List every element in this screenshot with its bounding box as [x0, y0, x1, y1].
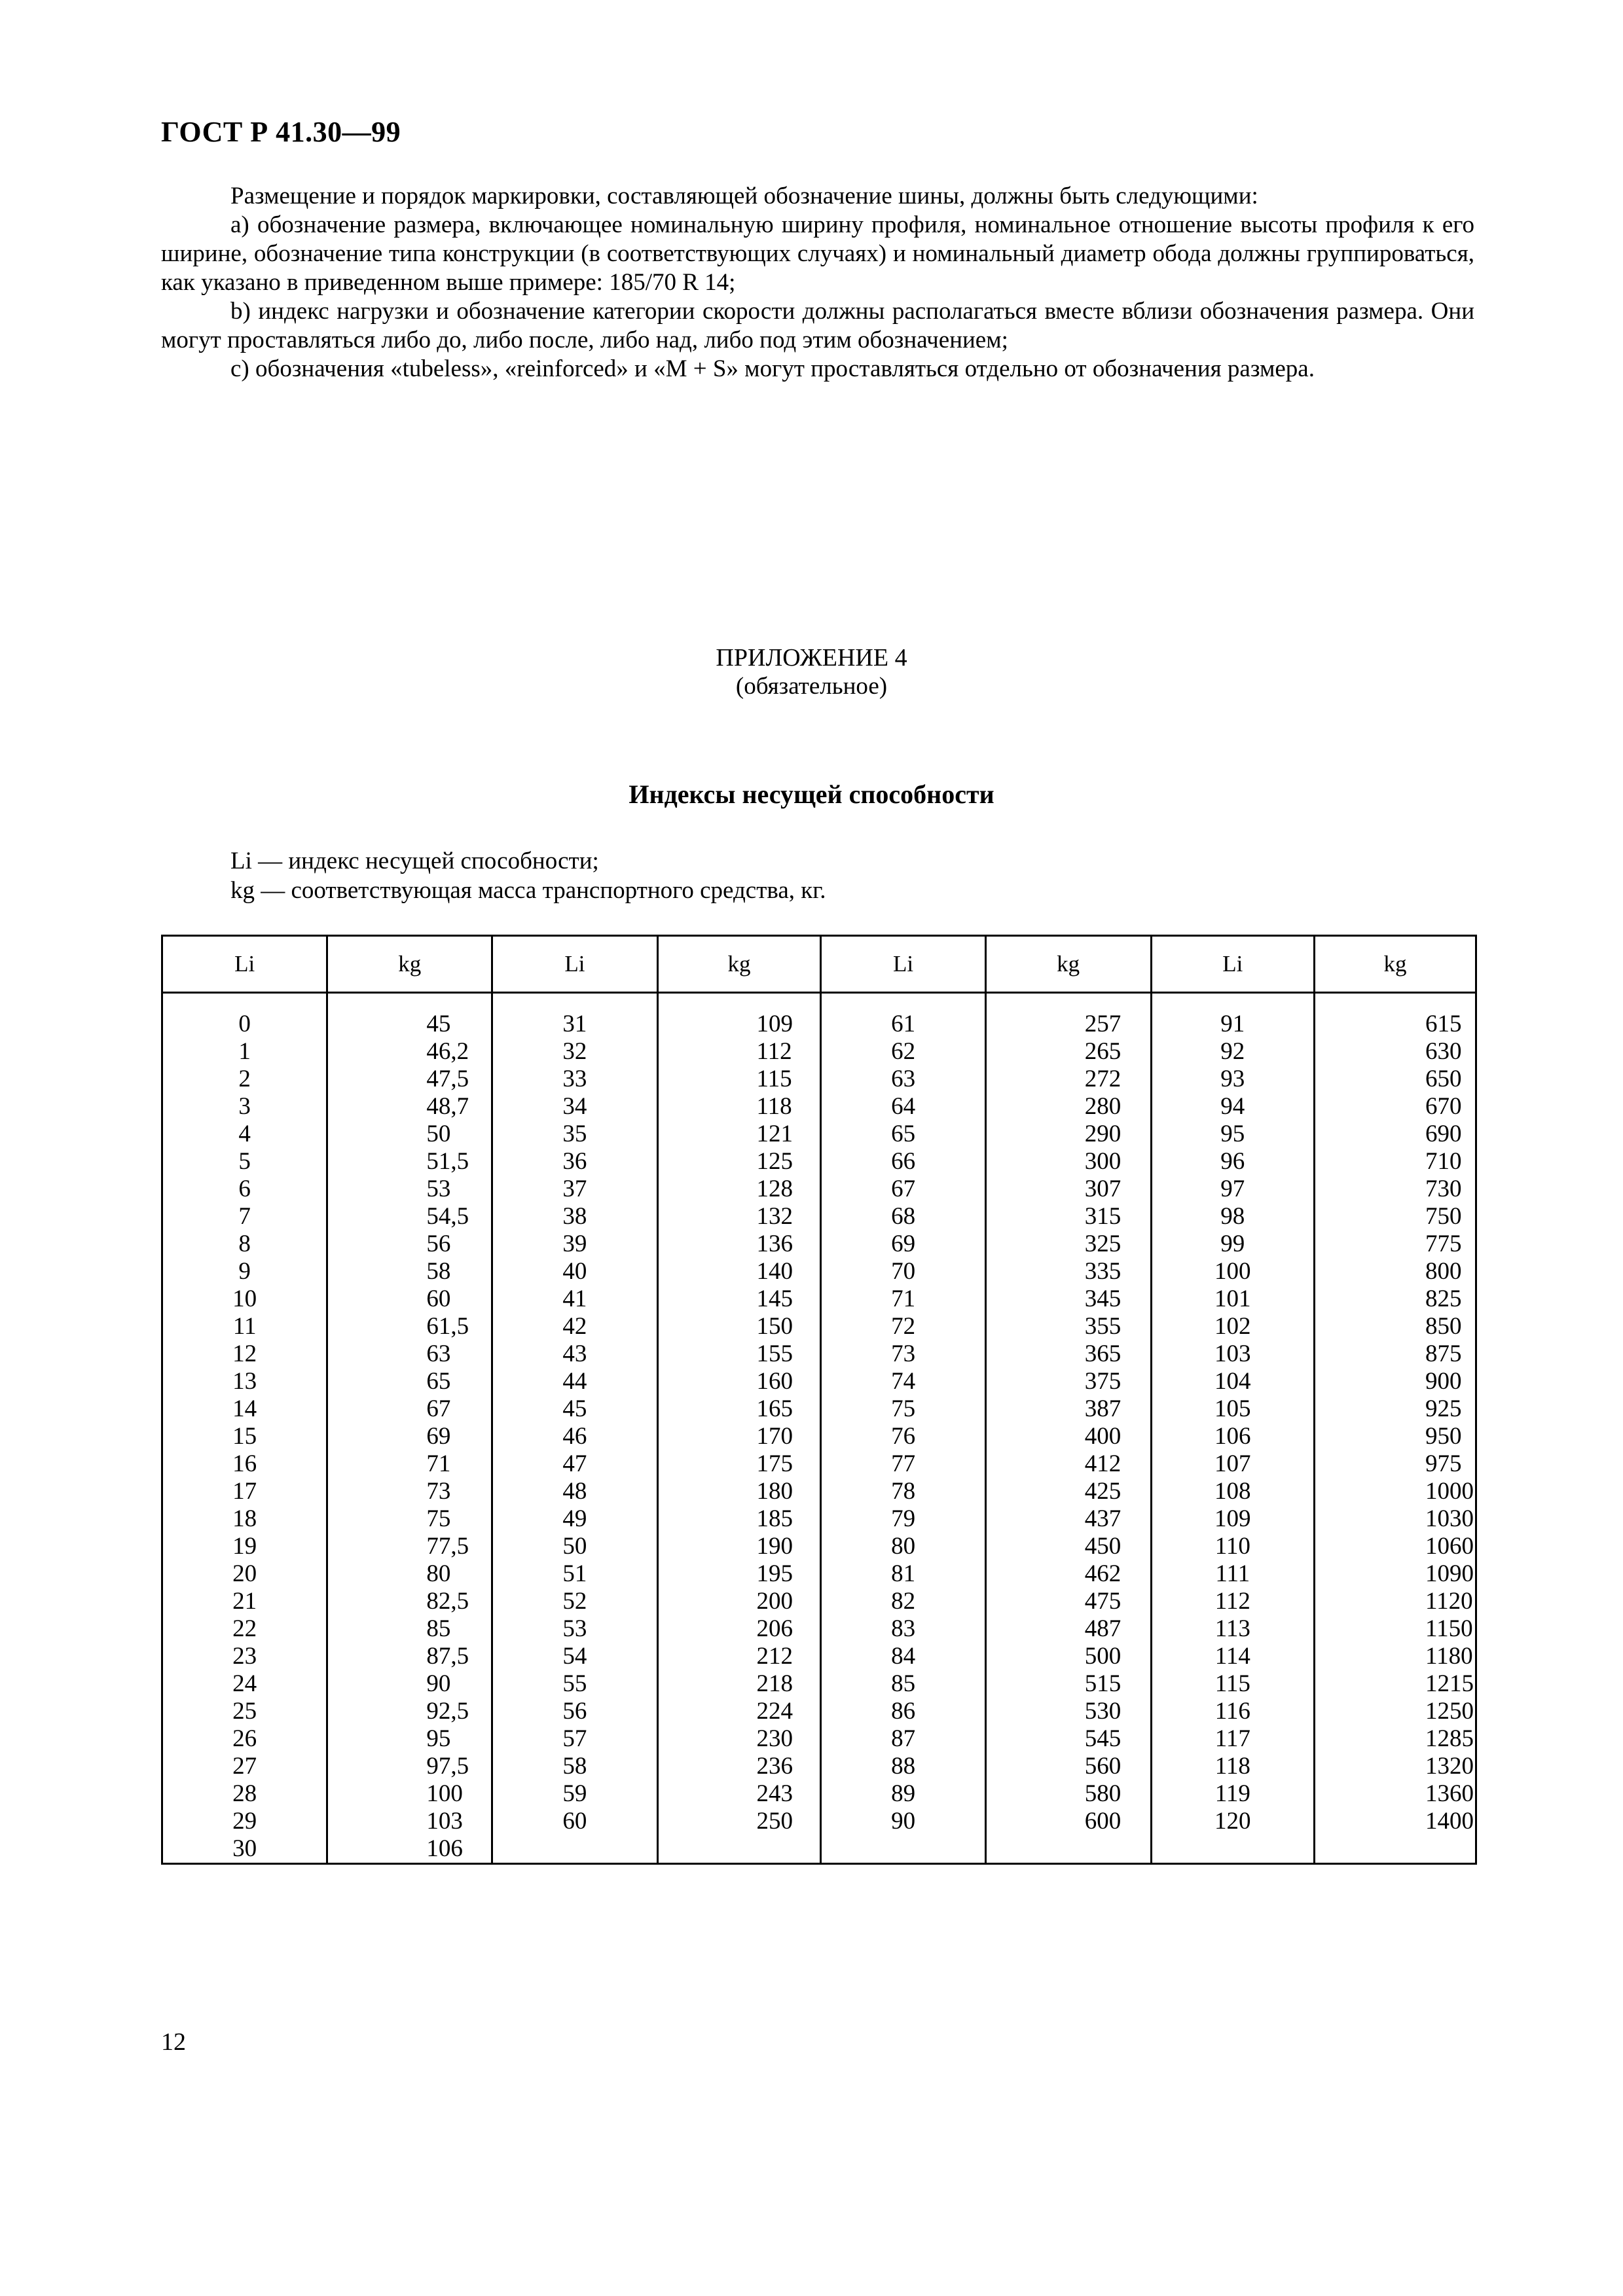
li-value: 75: [891, 1395, 916, 1422]
kg-value: 136: [756, 1230, 793, 1257]
kg-value: 425: [1084, 1478, 1122, 1505]
kg-value: 155: [756, 1340, 793, 1367]
li-value: 32: [562, 1038, 587, 1065]
kg-value: 545: [1084, 1725, 1122, 1752]
kg-value: 300: [1084, 1148, 1122, 1175]
kg-value: 1360: [1425, 1780, 1474, 1807]
kg-value: 63: [426, 1340, 451, 1367]
li-value: 18: [232, 1505, 257, 1532]
li-value: 80: [891, 1533, 916, 1560]
li-value: 89: [891, 1780, 916, 1807]
kg-value: 335: [1084, 1258, 1122, 1285]
load-index-table: [161, 935, 1477, 1865]
li-value: 51: [562, 1560, 587, 1587]
li-value: 115: [1214, 1670, 1250, 1697]
kg-value: 165: [756, 1395, 793, 1422]
kg-column: [1314, 993, 1476, 1864]
li-value: 76: [891, 1423, 916, 1450]
li-value: 64: [891, 1093, 916, 1120]
li-value: 24: [232, 1670, 257, 1697]
li-value: 47: [562, 1450, 587, 1477]
li-value: 20: [232, 1560, 257, 1587]
li-value: 40: [562, 1258, 587, 1285]
kg-value: 500: [1084, 1643, 1122, 1670]
kg-value: 67: [426, 1395, 451, 1422]
kg-value: 90: [426, 1670, 451, 1697]
kg-value: 950: [1425, 1423, 1462, 1450]
li-value: 71: [891, 1285, 916, 1312]
kg-value: 412: [1084, 1450, 1122, 1477]
li-value: 78: [891, 1478, 916, 1505]
li-value: 74: [891, 1368, 916, 1395]
intro-item-c: c) обозначения «tubeless», «reinforced» и «M + S» могут проставляться отдельно от обозначения размера.: [230, 355, 1315, 382]
kg-value: 1400: [1425, 1808, 1474, 1835]
kg-value: 1215: [1425, 1670, 1474, 1697]
kg-column: [657, 993, 821, 1864]
kg-value: 206: [756, 1615, 793, 1642]
kg-value: 160: [756, 1368, 793, 1395]
column-header: Li: [1151, 936, 1314, 993]
kg-value: 103: [426, 1808, 463, 1835]
column-header: kg: [657, 936, 821, 993]
kg-value: 125: [756, 1148, 793, 1175]
kg-value: 875: [1425, 1340, 1462, 1367]
kg-value: 750: [1425, 1203, 1462, 1230]
kg-value: 265: [1084, 1038, 1122, 1065]
li-value: 111: [1215, 1560, 1250, 1587]
li-value: 26: [232, 1725, 257, 1752]
li-value: 7: [238, 1203, 251, 1230]
kg-value: 243: [756, 1780, 793, 1807]
kg-value: 75: [426, 1505, 451, 1532]
li-column: [162, 993, 327, 1864]
li-value: 116: [1214, 1698, 1250, 1725]
definitions: [230, 846, 826, 905]
kg-value: 462: [1084, 1560, 1122, 1587]
li-value: 108: [1214, 1478, 1251, 1505]
kg-value: 1320: [1425, 1753, 1474, 1780]
kg-value: 560: [1084, 1753, 1122, 1780]
li-value: 73: [891, 1340, 916, 1367]
kg-value: 140: [756, 1258, 793, 1285]
kg-value: 95: [426, 1725, 451, 1752]
kg-value: 118: [756, 1093, 792, 1120]
kg-value: 307: [1084, 1175, 1122, 1202]
li-value: 3: [238, 1093, 251, 1120]
li-value: 57: [562, 1725, 587, 1752]
kg-value: 257: [1084, 1011, 1122, 1037]
kg-value: 180: [756, 1478, 793, 1505]
li-value: 87: [891, 1725, 916, 1752]
table-title: Индексы несущей способности: [629, 780, 994, 809]
page-number: 12: [161, 2028, 186, 2056]
kg-value: 600: [1084, 1808, 1122, 1835]
kg-value: 272: [1084, 1066, 1122, 1092]
li-column: [1151, 993, 1314, 1864]
li-value: 56: [562, 1698, 587, 1725]
kg-value: 109: [756, 1011, 793, 1037]
li-value: 13: [232, 1368, 257, 1395]
kg-value: 65: [426, 1368, 451, 1395]
li-value: 60: [562, 1808, 587, 1835]
kg-value: 650: [1425, 1066, 1462, 1092]
li-value: 21: [232, 1588, 257, 1615]
li-value: 96: [1220, 1148, 1245, 1175]
li-value: 72: [891, 1313, 916, 1340]
definition-kg: kg — соответствующая масса транспортного средства, кг.: [230, 877, 826, 904]
kg-value: 365: [1084, 1340, 1122, 1367]
kg-value: 128: [756, 1175, 793, 1202]
li-value: 37: [562, 1175, 587, 1202]
li-value: 79: [891, 1505, 916, 1532]
kg-value: 115: [756, 1066, 792, 1092]
li-value: 28: [232, 1780, 257, 1807]
intro-text: [161, 182, 1474, 384]
kg-value: 250: [756, 1808, 793, 1835]
kg-value: 345: [1084, 1285, 1122, 1312]
li-value: 84: [891, 1643, 916, 1670]
li-value: 106: [1214, 1423, 1251, 1450]
kg-value: 387: [1084, 1395, 1122, 1422]
li-value: 2: [238, 1066, 251, 1092]
intro-item-b: b) индекс нагрузки и обозначение категории скорости должны располагаться вместе вблизи обозначения размера. Они могут проставляться либо до, либо после, либо над, либо под этим обозначением;: [161, 298, 1474, 353]
kg-value: 1150: [1425, 1615, 1473, 1642]
kg-value: 51,5: [426, 1148, 469, 1175]
kg-value: 77,5: [426, 1533, 469, 1560]
li-value: 48: [562, 1478, 587, 1505]
li-column: [821, 993, 985, 1864]
kg-value: 290: [1084, 1121, 1122, 1147]
kg-value: 132: [756, 1203, 793, 1230]
li-value: 49: [562, 1505, 587, 1532]
kg-value: 1090: [1425, 1560, 1474, 1587]
column-header: kg: [327, 936, 492, 993]
kg-value: 975: [1425, 1450, 1462, 1477]
kg-value: 73: [426, 1478, 451, 1505]
kg-value: 230: [756, 1725, 793, 1752]
li-value: 63: [891, 1066, 916, 1092]
kg-column: [985, 993, 1151, 1864]
li-value: 101: [1214, 1285, 1251, 1312]
kg-value: 925: [1425, 1395, 1462, 1422]
li-value: 95: [1220, 1121, 1245, 1147]
kg-value: 175: [756, 1450, 793, 1477]
kg-value: 100: [426, 1780, 463, 1807]
li-value: 35: [562, 1121, 587, 1147]
kg-value: 730: [1425, 1175, 1462, 1202]
kg-value: 195: [756, 1560, 793, 1587]
li-value: 5: [238, 1148, 251, 1175]
kg-value: 900: [1425, 1368, 1462, 1395]
li-value: 53: [562, 1615, 587, 1642]
kg-value: 218: [756, 1670, 793, 1697]
li-value: 54: [562, 1643, 587, 1670]
li-value: 100: [1214, 1258, 1251, 1285]
intro-paragraph: Размещение и порядок маркировки, составляющей обозначение шины, должны быть следующими:: [230, 183, 1258, 209]
kg-value: 46,2: [426, 1038, 469, 1065]
kg-value: 87,5: [426, 1643, 469, 1670]
li-value: 68: [891, 1203, 916, 1230]
kg-value: 190: [756, 1533, 793, 1560]
kg-value: 54,5: [426, 1203, 469, 1230]
li-value: 11: [232, 1313, 257, 1340]
kg-value: 325: [1084, 1230, 1122, 1257]
kg-value: 487: [1084, 1615, 1122, 1642]
li-value: 6: [238, 1175, 251, 1202]
li-column: [492, 993, 657, 1864]
kg-value: 85: [426, 1615, 451, 1642]
kg-value: 145: [756, 1285, 793, 1312]
li-value: 8: [238, 1230, 251, 1257]
kg-value: 121: [756, 1121, 793, 1147]
li-value: 59: [562, 1780, 587, 1807]
li-value: 91: [1220, 1011, 1245, 1037]
li-value: 55: [562, 1670, 587, 1697]
document-header: ГОСТ Р 41.30—99: [161, 116, 401, 148]
li-value: 29: [232, 1808, 257, 1835]
li-value: 58: [562, 1753, 587, 1780]
kg-value: 355: [1084, 1313, 1122, 1340]
column-header: kg: [1314, 936, 1476, 993]
li-value: 19: [232, 1533, 257, 1560]
kg-value: 690: [1425, 1121, 1462, 1147]
li-value: 39: [562, 1230, 587, 1257]
kg-value: 825: [1425, 1285, 1462, 1312]
li-value: 10: [232, 1285, 257, 1312]
li-value: 67: [891, 1175, 916, 1202]
li-value: 120: [1214, 1808, 1251, 1835]
kg-value: 315: [1084, 1203, 1122, 1230]
li-value: 12: [232, 1340, 257, 1367]
kg-value: 1180: [1425, 1643, 1473, 1670]
kg-value: 170: [756, 1423, 793, 1450]
kg-value: 1120: [1425, 1588, 1473, 1615]
kg-value: 97,5: [426, 1753, 469, 1780]
kg-value: 1060: [1425, 1533, 1474, 1560]
li-value: 98: [1220, 1203, 1245, 1230]
li-value: 66: [891, 1148, 916, 1175]
kg-value: 236: [756, 1753, 793, 1780]
kg-value: 1000: [1425, 1478, 1474, 1505]
column-header: Li: [821, 936, 985, 993]
li-value: 81: [891, 1560, 916, 1587]
li-value: 110: [1214, 1533, 1250, 1560]
li-value: 38: [562, 1203, 587, 1230]
kg-value: 106: [426, 1835, 463, 1862]
kg-value: 60: [426, 1285, 451, 1312]
kg-value: 530: [1084, 1698, 1122, 1725]
li-value: 86: [891, 1698, 916, 1725]
table-body-row: [162, 993, 1476, 1864]
li-value: 17: [232, 1478, 257, 1505]
li-value: 31: [562, 1011, 587, 1037]
kg-value: 212: [756, 1643, 793, 1670]
li-value: 104: [1214, 1368, 1251, 1395]
li-value: 43: [562, 1340, 587, 1367]
li-value: 92: [1220, 1038, 1245, 1065]
kg-value: 515: [1084, 1670, 1122, 1697]
kg-value: 800: [1425, 1258, 1462, 1285]
li-value: 94: [1220, 1093, 1245, 1120]
li-value: 90: [891, 1808, 916, 1835]
kg-value: 375: [1084, 1368, 1122, 1395]
definition-li: Li — индекс несущей способности;: [230, 848, 599, 874]
column-header: Li: [492, 936, 657, 993]
li-value: 105: [1214, 1395, 1251, 1422]
li-value: 50: [562, 1533, 587, 1560]
li-value: 0: [238, 1011, 251, 1037]
kg-value: 615: [1425, 1011, 1462, 1037]
appendix-subtitle: (обязательное): [735, 673, 888, 700]
kg-value: 670: [1425, 1093, 1462, 1120]
kg-value: 200: [756, 1588, 793, 1615]
kg-value: 56: [426, 1230, 451, 1257]
kg-value: 50: [426, 1121, 451, 1147]
li-value: 61: [891, 1011, 916, 1037]
kg-value: 45: [426, 1011, 451, 1037]
kg-value: 82,5: [426, 1588, 469, 1615]
li-value: 46: [562, 1423, 587, 1450]
kg-value: 437: [1084, 1505, 1122, 1532]
kg-column: [327, 993, 492, 1864]
kg-value: 48,7: [426, 1093, 469, 1120]
li-value: 15: [232, 1423, 257, 1450]
table-header-row: [162, 936, 1476, 993]
li-value: 88: [891, 1753, 916, 1780]
li-value: 45: [562, 1395, 587, 1422]
li-value: 34: [562, 1093, 587, 1120]
kg-value: 1030: [1425, 1505, 1474, 1532]
kg-value: 280: [1084, 1093, 1122, 1120]
li-value: 16: [232, 1450, 257, 1477]
li-value: 69: [891, 1230, 916, 1257]
li-value: 93: [1220, 1066, 1245, 1092]
kg-value: 775: [1425, 1230, 1462, 1257]
kg-value: 400: [1084, 1423, 1122, 1450]
li-value: 113: [1214, 1615, 1250, 1642]
li-value: 25: [232, 1698, 257, 1725]
li-value: 62: [891, 1038, 916, 1065]
kg-value: 850: [1425, 1313, 1462, 1340]
kg-value: 475: [1084, 1588, 1122, 1615]
li-value: 14: [232, 1395, 257, 1422]
li-value: 36: [562, 1148, 587, 1175]
li-value: 85: [891, 1670, 916, 1697]
li-value: 65: [891, 1121, 916, 1147]
kg-value: 92,5: [426, 1698, 469, 1725]
li-value: 83: [891, 1615, 916, 1642]
li-value: 118: [1214, 1753, 1250, 1780]
li-value: 107: [1214, 1450, 1251, 1477]
kg-value: 224: [756, 1698, 793, 1725]
li-value: 119: [1214, 1780, 1250, 1807]
li-value: 77: [891, 1450, 916, 1477]
kg-value: 710: [1425, 1148, 1462, 1175]
kg-value: 1285: [1425, 1725, 1474, 1752]
li-value: 22: [232, 1615, 257, 1642]
kg-value: 80: [426, 1560, 451, 1587]
li-value: 103: [1214, 1340, 1251, 1367]
kg-value: 185: [756, 1505, 793, 1532]
kg-value: 630: [1425, 1038, 1462, 1065]
li-value: 109: [1214, 1505, 1251, 1532]
li-value: 41: [562, 1285, 587, 1312]
kg-value: 61,5: [426, 1313, 469, 1340]
li-value: 97: [1220, 1175, 1245, 1202]
li-value: 52: [562, 1588, 587, 1615]
kg-value: 450: [1084, 1533, 1122, 1560]
kg-value: 47,5: [426, 1066, 469, 1092]
kg-value: 58: [426, 1258, 451, 1285]
kg-value: 150: [756, 1313, 793, 1340]
kg-value: 69: [426, 1423, 451, 1450]
li-value: 82: [891, 1588, 916, 1615]
li-value: 9: [238, 1258, 251, 1285]
li-value: 112: [1214, 1588, 1250, 1615]
intro-item-a: a) обозначение размера, включающее номинальную ширину профиля, номинальное отношение высоты профиля к его ширине, обозначение типа конструкции (в соответствующих случаях) и номинальный диаметр обода должны группироваться, как указано в приведенном выше примере: 185/70 R 14;: [161, 211, 1474, 296]
li-value: 33: [562, 1066, 587, 1092]
li-value: 1: [238, 1038, 251, 1065]
appendix-title: ПРИЛОЖЕНИЕ 4: [716, 644, 907, 672]
column-header: Li: [162, 936, 327, 993]
kg-value: 580: [1084, 1780, 1122, 1807]
li-value: 44: [562, 1368, 587, 1395]
li-value: 30: [232, 1835, 257, 1862]
kg-value: 71: [426, 1450, 451, 1477]
li-value: 102: [1214, 1313, 1251, 1340]
li-value: 23: [232, 1643, 257, 1670]
li-value: 27: [232, 1753, 257, 1780]
li-value: 70: [891, 1258, 916, 1285]
column-header: kg: [985, 936, 1151, 993]
li-value: 117: [1214, 1725, 1250, 1752]
li-value: 99: [1220, 1230, 1245, 1257]
li-value: 4: [238, 1121, 251, 1147]
li-value: 114: [1214, 1643, 1250, 1670]
kg-value: 112: [756, 1038, 792, 1065]
li-value: 42: [562, 1313, 587, 1340]
kg-value: 53: [426, 1175, 451, 1202]
kg-value: 1250: [1425, 1698, 1474, 1725]
